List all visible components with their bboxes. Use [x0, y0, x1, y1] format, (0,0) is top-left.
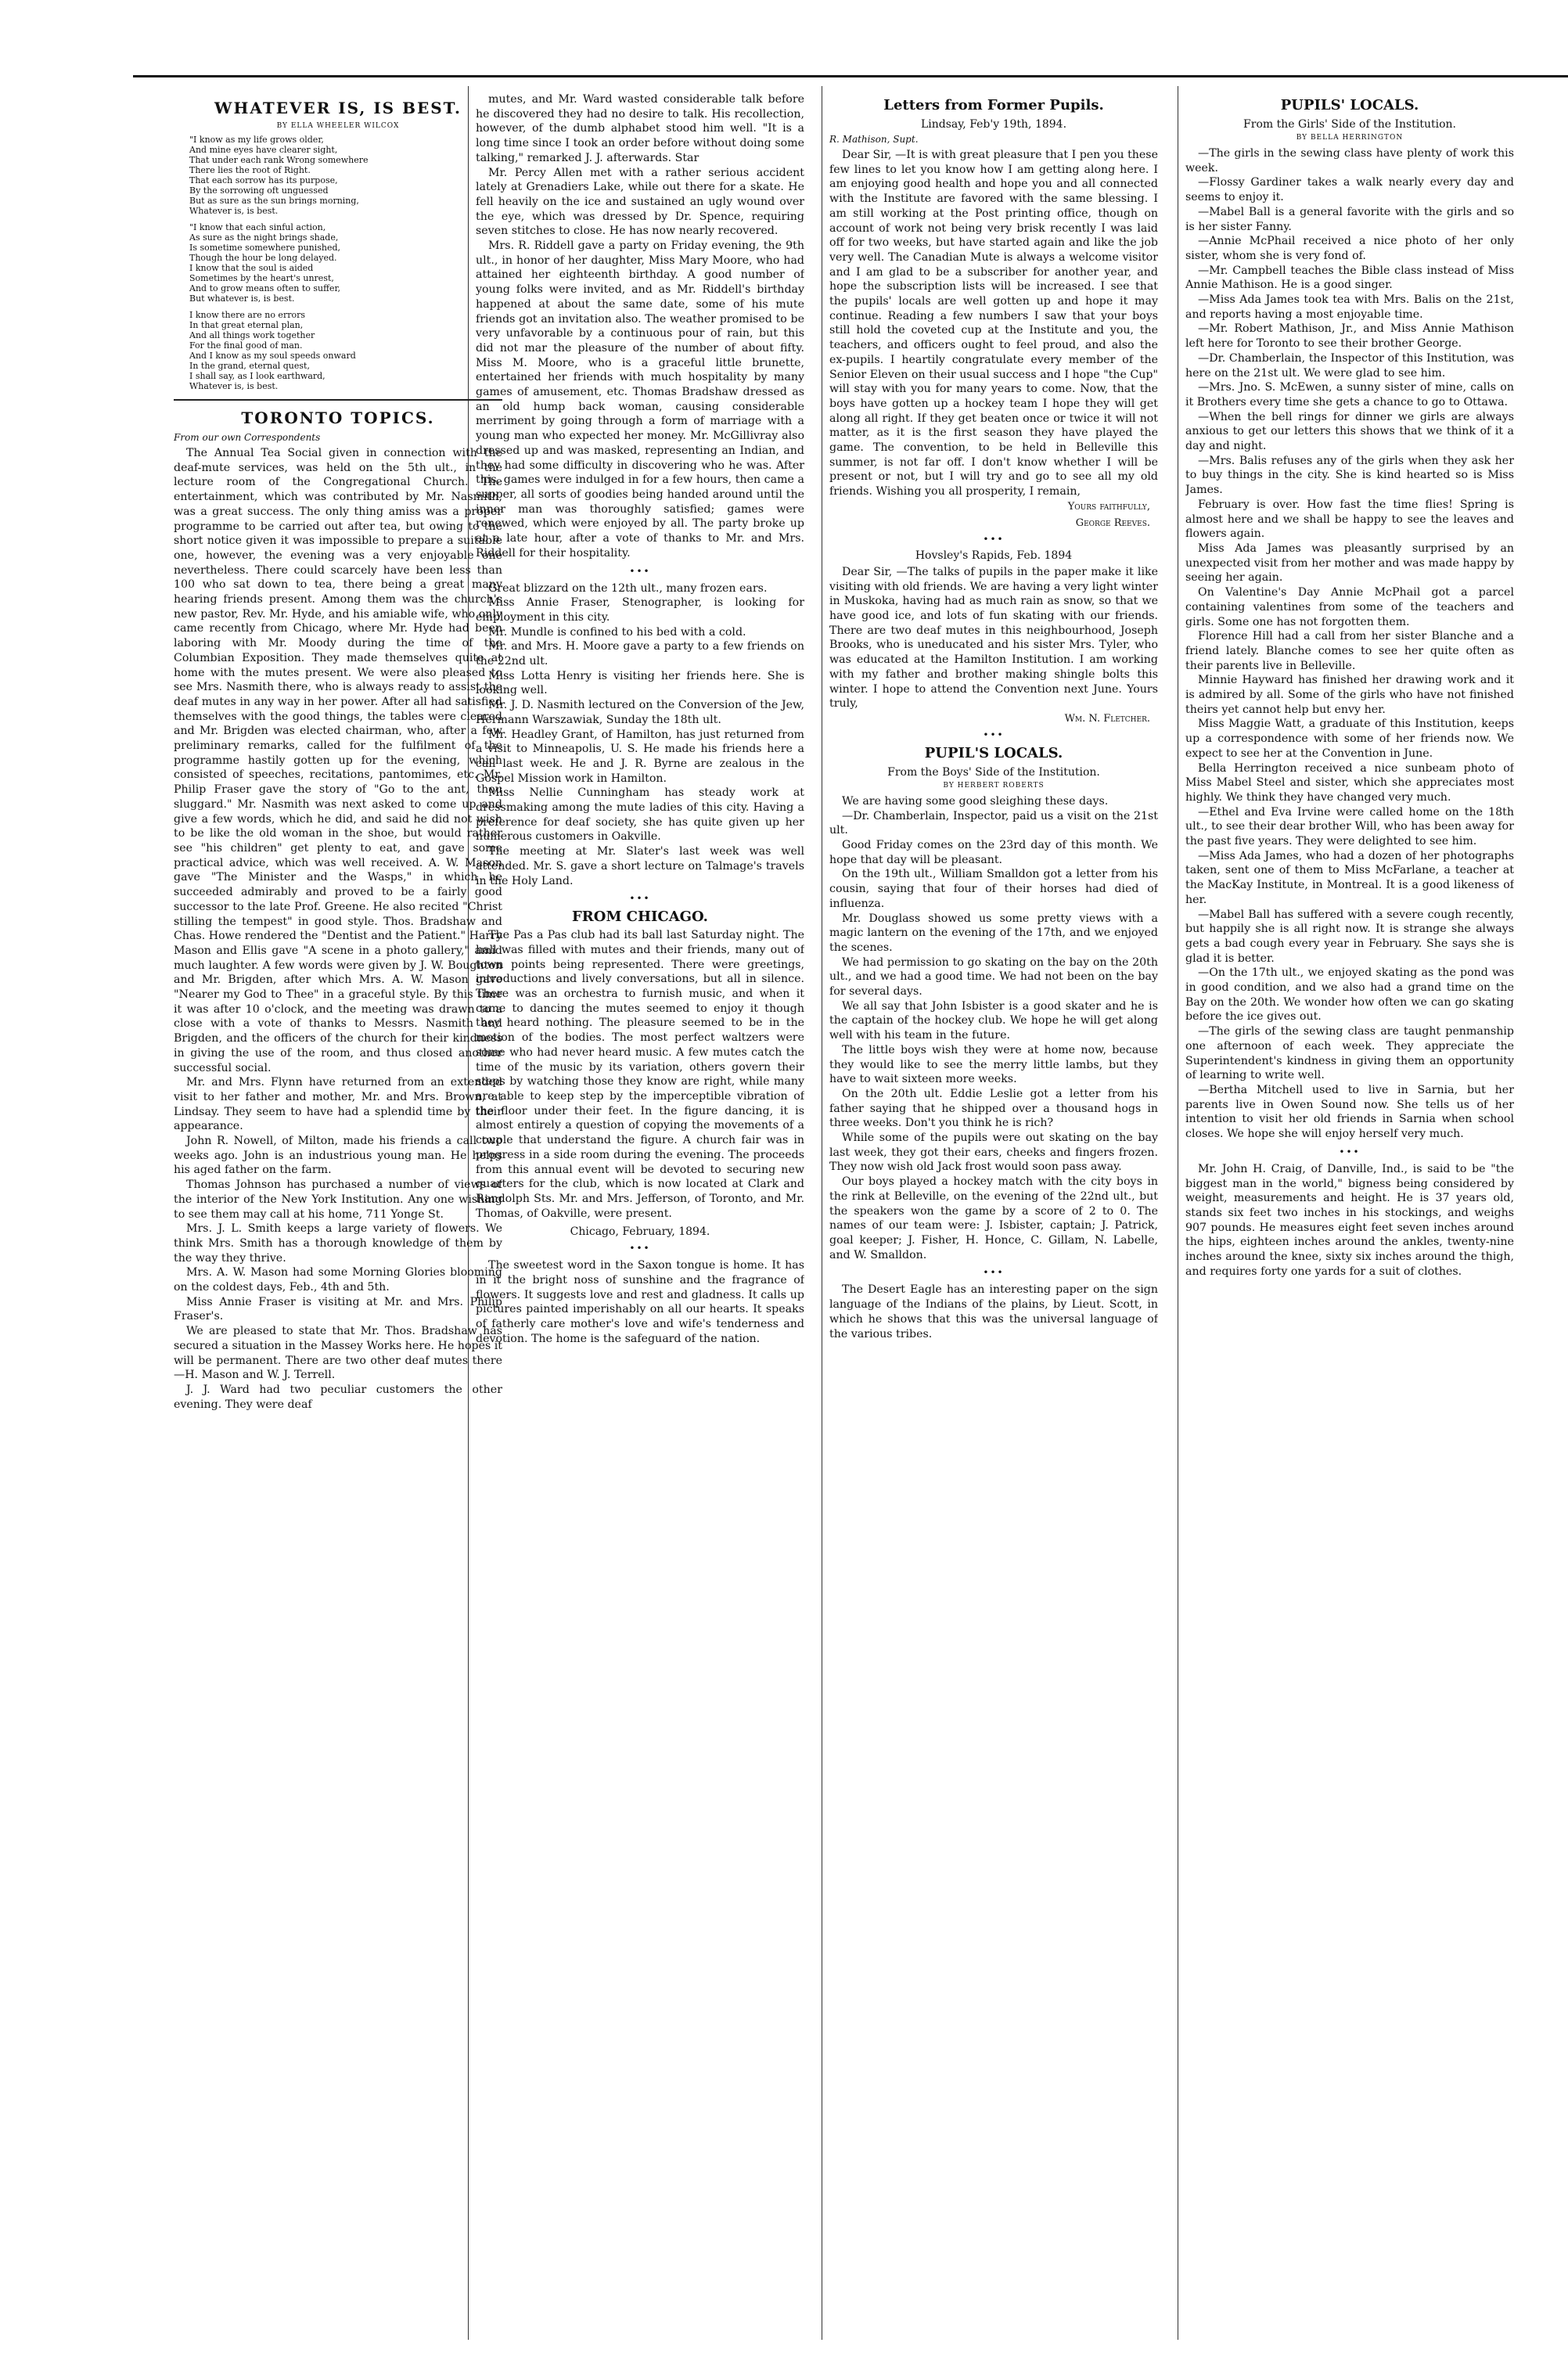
column-1 [174, 92, 502, 2338]
letter-body [829, 565, 1158, 711]
paragraph: Mr. Douglass showed us some pretty views with a magic lantern on the evening of the 17th, and we enjoyed the scenes. [829, 912, 1158, 954]
toronto-topics-continued [476, 92, 804, 888]
paragraph: —Mabel Ball has suffered with a severe cough recently, but happily she is all right now. It is strange she always gets a bad cough every year in February. She says she is glad it is better. [1185, 908, 1514, 965]
boys-locals-body [829, 794, 1158, 1341]
paragraph: Miss Maggie Watt, a graduate of this Institution, keeps up a correspondence with some of her friends now. We expect to see her at the Convention in June. [1185, 718, 1514, 760]
paragraph: —Dr. Chamberlain, the Inspector of this Institution, was here on the 21st ult. We were glad to see him. [1185, 351, 1514, 380]
paragraph: Mr. Headley Grant, of Hamilton, has just returned from a visit to Minneapolis, U. S. He made his friends here a call last week. He and J. R. Byrne are zealous in the Gospel Mission work in Hamilton. [476, 728, 804, 785]
ornament-divider: ••• [983, 1267, 1005, 1279]
paragraph: Mr. Mundle is confined to his bed with a cold. [488, 625, 746, 639]
column-3 [829, 92, 1158, 2338]
toronto-topics-title: TORONTO TOPICS. [241, 408, 435, 427]
ornament-divider: ••• [629, 1243, 651, 1254]
paragraph: Mr. and Mrs. Flynn have returned from an extended visit to her father and mother, Mr. and Mrs. Brown, at Lindsay. They seem to have had a splendid time by their appearance. [174, 1076, 502, 1133]
girls-locals-byline: BY BELLA HERRINGTON [1296, 134, 1404, 142]
paragraph: Mrs. J. L. Smith keeps a large variety of flowers. We think Mrs. Smith has a thorough knowledge of them by the way they thrive. [174, 1222, 502, 1265]
toronto-topics-subtitle: From our own Correspondents [174, 432, 321, 443]
home-article [476, 1258, 804, 1346]
paragraph: mutes, and Mr. Ward wasted considerable talk before he discovered they had no desire to talk. His recollection, however, of the dumb alphabet stood him well. "It is a long time since I took an order before without doing some talking," remarked J. J. afterwards. Star [476, 93, 804, 164]
paragraph: —Annie McPhail received a nice photo of her only sister, whom she is very fond of. [1185, 235, 1514, 262]
paragraph: —The girls in the sewing class have plenty of work this week. [1185, 147, 1514, 175]
paragraph: We are having some good sleighing these days. [842, 794, 1109, 808]
paragraph: Miss Ada James was pleasantly surprised by an unexpected visit from her mother and was made happy by seeing her again. [1185, 542, 1514, 585]
poem-stanza: I know there are no errors In that great eternal plan, And all things work together For the final good of man. And I know as my soul speeds onward In the grand, eternal quest, I shall say, as I look earthward, Whatever is, is best. [189, 310, 356, 391]
column-4 [1185, 92, 1514, 2338]
paragraph: We had permission to go skating on the bay on the 20th ult., and we had a good time. We had not been on the bay for several days. [829, 955, 1158, 999]
paragraph: Miss Lotta Henry is visiting her friends here. She is looking well. [476, 669, 804, 697]
from-chicago-body [476, 928, 804, 1221]
paragraph: —Mabel Ball is a general favorite with the girls and so is her sister Fanny. [1185, 205, 1514, 233]
paragraph: Miss Annie Fraser is visiting at Mr. and Mrs. Philip Fraser's. [174, 1295, 502, 1323]
paragraph: Mrs. A. W. Mason had some Morning Glories blooming on the coldest days, Feb., 4th and 5th. [174, 1266, 502, 1294]
poem-stanza: "I know as my life grows older, And mine eyes have clearer sight, That under each rank Wrong somewhere There lies the root of Right. That each sorrow has its purpose, By the sorrowing oft unguessed But as sure as the sun brings morning, Whatever is, is best. [189, 135, 369, 216]
paragraph: Good Friday comes on the 23rd day of this month. We hope that day will be pleasant. [829, 839, 1158, 866]
paragraph: —Ethel and Eva Irvine were called home on the 18th ult., to see their dear brother Will, who has been away for the past five years. They were delighted to see him. [1185, 805, 1514, 848]
column-2 [476, 92, 804, 2338]
paragraph: Bella Herrington received a nice sunbeam photo of Miss Mabel Steel and sister, which she appreciates most highly. We think they have changed very much. [1185, 761, 1514, 804]
paragraph: —Bertha Mitchell used to live in Sarnia, but her parents live in Owen Sound now. She tells us of her intention to visit her old friends in Sarnia when school closes. We hope she will enjoy herself very much. [1185, 1084, 1514, 1141]
paragraph: —Dr. Chamberlain, Inspector, paid us a visit on the 21st ult. [829, 809, 1158, 837]
letter-signature: Wm. N. Fletcher. [1064, 712, 1150, 725]
paragraph: John R. Nowell, of Milton, made his friends a call two weeks ago. John is an industrious young man. He helps his aged father on the farm. [174, 1135, 502, 1177]
paragraph: The Pas a Pas club had its ball last Saturday night. The hall was filled with mutes and their friends, many out of town points being represented. There were greetings, introductions and lively conversations, but all in silence. There was an orchestra to furnish music, and when it came to dancing the mutes seemed to enjoy it though they heard nothing. The pleasure seemed to be in the motion of the bodies. The most perfect waltzers were some who had never heard music. A few mutes catch the time of the music by its variation, others govern their steps by watching those they know are right, while many are able to keep step by the imperceptible vibration of the floor under their feet. In the figure dancing, it is almost entirely a question of copying the movements of a couple that understand the figure. A church fair was in progress in a side room during the evening. The proceeds from this annual event will be devoted to securing new quarters for the club, which is now located at Clark and Randolph Sts. Mr. and Mrs. Jefferson, of Toronto, and Mr. Thomas, of Oakville, were present. [476, 929, 804, 1220]
ornament-divider: ••• [1339, 1146, 1361, 1157]
paragraph: The Annual Tea Social given in connection with the deaf-mute services, was held on the 5th ult., in the lecture room of the Congregational Church. The entertainment, which was contributed by Mr. Nasmith, was a great success. The only thing amiss was a proper programme to be carried out after tea, but owing to the short notice given it was impossible to prepare a suitable one, however, the evening was a very enjoyable one nevertheless. There could scarcely have been less than 100 who sat down to tea, there being a great many hearing friends present. Among them was the church's new pastor, Rev. Mr. Hyde, and his amiable wife, who only came recently from Chicago, where Mr. Hyde had been laboring with Mr. Moody during the time of the Columbian Exposition. They made themselves quite at home with the mutes present. We were also pleased to see Mrs. Nasmith there, who is always ready to assist the deaf mutes in any way in her power. After all had satisfied themselves with the good things, the tables were cleared and Mr. Brigden was elected chairman, who, after a few preliminary remarks, called for the fulfilment of the programme hastily gotten up for the evening, which consisted of speeches, recitations, pantomimes, etc. Mr. Philip Fraser gave the story of "Go to the ant, thou sluggard." Mr. Nasmith was next asked to come up and give a few words, which he did, and said he did not wish to be like the old woman in the shoe, but would rather see "his children" get plenty to eat, and gave some practical advice, which was well received. A. W. Mason gave "The Minister and the Wasps," in which he succeeded admirably and proved to be a fairly good successor to the late Prof. Greene. He also recited "Christ stilling the tempest" in good style. Thos. Bradshaw and Chas. Howe rendered the "Dentist and the Patient." Harry Mason and Ellis gave "A scene in a photo gallery," amid much laughter. A few words were given by J. W. Boughton and Mr. Brigden, after which Mrs. A. W. Mason gave "Nearer my God to Thee" in a graceful style. By this time it was after 10 o'clock, and the meeting was drawn to a close with a vote of thanks to Messrs. Nasmith and Brigden, and the officers of the church for their kindness in giving the use of the room, and thus closed another successful social. [174, 447, 502, 1074]
paragraph: Miss Nellie Cunningham has steady work at dressmaking among the mute ladies of this city. Having a preference for deaf society, she has quite given up her numerous customers in Oakville. [476, 786, 804, 844]
toronto-topics-body [174, 446, 502, 1412]
ornament-divider: ••• [983, 729, 1005, 740]
paragraph: Florence Hill had a call from her sister Blanche and a friend lately. Blanche comes to see her quite often as their parents live in Belleville. [1185, 630, 1514, 672]
paragraph: While some of the pupils were out skating on the bay last week, they got their ears, cheeks and fingers frozen. They now wish old Jack frost would soon pass away. [829, 1132, 1158, 1174]
letter-recipient: R. Mathison, Supt. [829, 134, 919, 145]
paragraph: —On the 17th ult., we enjoyed skating as the pond was in good condition, and we also had a grand time on the Bay on the 20th. We wonder how often we can go skating before the ice gives out. [1185, 966, 1514, 1024]
paragraph: Great blizzard on the 12th ult., many frozen ears. [488, 581, 768, 595]
paragraph: We are pleased to state that Mr. Thos. Bradshaw has secured a situation in the Massey Works here. He hopes it will be permanent. There are two other deaf mutes there—H. Mason and W. J. Terrell. [174, 1325, 502, 1382]
from-chicago-title: FROM CHICAGO. [572, 909, 708, 926]
paragraph: The meeting at Mr. Slater's last week was well attended. Mr. S. gave a short lecture on Talmage's travels in the Holy Land. [476, 845, 804, 887]
paragraph: Miss Annie Fraser, Stenographer, is looking for employment in this city. [476, 596, 804, 624]
letters-title: Letters from Former Pupils. [883, 97, 1104, 113]
girls-locals-title: PUPILS' LOCALS. [1280, 97, 1419, 113]
paragraph: On the 19th ult., William Smalldon got a letter from his cousin, saying that four of their horses had died of influenza. [829, 868, 1158, 910]
paragraph: —Flossy Gardiner takes a walk nearly every day and seems to enjoy it. [1185, 176, 1514, 204]
paragraph: The little boys wish they were at home now, because they would like to see the merry little lambs, but they have to wait sixteen more weeks. [829, 1043, 1158, 1086]
letter-closing: Yours faithfully, [1067, 500, 1150, 513]
poem-byline: BY ELLA WHEELER WILCOX [276, 122, 400, 130]
paragraph: —When the bell rings for dinner we girls are always anxious to get our letters this shows that we think of it a day and night. [1185, 410, 1514, 453]
paragraph: Dear Sir, —The talks of pupils in the paper make it like visiting with old friends. We are having a very light winter in Muskoka, having had as much rain as snow, so that we have good ice, and lots of fun skating with our friends. There are two deaf mutes in this neighbourhood, Joseph Brooks, who is uneducated and his sister Mrs. Tyler, who was educated at the Hamilton Institution. I am working with my father and brother making shingle bolts this winter. I hope to attend the Convention next June. Yours truly, [829, 565, 1158, 711]
letter-signature: George Reeves. [1075, 516, 1150, 529]
paragraph: Mr. and Mrs. H. Moore gave a party to a few friends on the 22nd ult. [476, 640, 804, 668]
paragraph: —Mr. Robert Mathison, Jr., and Miss Annie Mathison left here for Toronto to see their brother George. [1185, 322, 1514, 351]
ornament-divider: ••• [629, 893, 651, 905]
paragraph: We all say that John Isbister is a good skater and he is the captain of the hockey club. We hope he will get along well with his team in the future. [829, 999, 1158, 1042]
boys-locals-byline: BY HERBERT ROBERTS [943, 781, 1045, 790]
paragraph: —Miss Ada James took tea with Mrs. Balis on the 21st, and reports having a most enjoyable time. [1185, 293, 1514, 321]
chicago-dateline: Chicago, February, 1894. [570, 1225, 710, 1239]
paragraph: Dear Sir, —It is with great pleasure that I pen you these few lines to let you know how I am getting along here. I am enjoying good health and hope you and all connected with the Institute are favored with the same blessing. I am still working at the Post printing office, though on account of work not being very brisk recently I was laid off for two weeks, but have started again and like the job very well. The Canadian Mute is always a welcome visitor and I am glad to be a subscriber for another year, and hope the subscription lists will be increased. I see that the pupils' locals are well gotten up and hope it may continue. Reading a few numbers I saw that your boys still hold the coveted cup at the Institute and you, the teachers, and officers ought to feel proud, and also the ex-pupils. I heartily congratulate every member of the Senior Eleven on their usual success and I hope "the Cup" will stay with you for many years to come. Now, that the boys have gotten up a hockey team I hope they will get along all right. If they get beaten once or twice it will not matter, as it is the first season they have played the game. The convention, to be held in Belleville this summer, is not far off. I don't know whether I will be present or not, but I will try and go to see all my old friends. Wishing you all prosperity, I remain, [829, 149, 1158, 498]
paragraph: —Mrs. Jno. S. McEwen, a sunny sister of mine, calls on it Brothers every time she gets a chance to go to Ottawa. [1185, 381, 1514, 408]
paragraph: Mrs. R. Riddell gave a party on Friday evening, the 9th ult., in honor of her daughter, Miss Mary Moore, who had attained her eighteenth birthday. A good number of young folks were invited, and as Mr. Riddell's birthday happened at about the same date, some of his mute friends got an invitation also. The weather promised to be very unfavorable by a continuous pour of rain, but this did not mar the pleasure of the number of about fifty. Miss M. Moore, who is a graceful little brunette, entertained her friends with much hospitality by many games of amusement, etc. Thomas Bradshaw dressed as an old hump back woman, causing considerable merriment by going through a form of marriage with a young man who expected her money. Mr. McGillivray also dressed up and was masked, representing an Indian, and they had some difficulty in discovering who he was. After this, games were indulged in for a few hours, then came a supper, all sorts of goodies being handed around until the inner man was thoroughly satisfied; games were renewed, which were enjoyed by all. The party broke up at a late hour, after a vote of thanks to Mr. and Mrs. Riddell for their hospitality. [476, 239, 804, 560]
paragraph: Minnie Hayward has finished her drawing work and it is admired by all. Some of the girls who have not finished theirs yet cannot help but envy her. [1185, 674, 1514, 716]
girls-locals-body [1185, 146, 1514, 1279]
paragraph: On the 20th ult. Eddie Leslie got a letter from his father saying that he shipped over a thousand hogs in three weeks. Don't you think he is rich? [829, 1087, 1158, 1130]
paragraph: The Desert Eagle has an interesting paper on the sign language of the Indians of the plains, by Lieut. Scott, in which he shows that this was the universal language of the various tribes. [829, 1283, 1158, 1340]
paragraph: —Miss Ada James, who had a dozen of her photographs taken, sent one of them to Miss McFarlane, a teacher at the MacKay Institute, in Montreal. It is a good likeness of her. [1185, 849, 1514, 906]
boys-locals-title: PUPIL'S LOCALS. [924, 744, 1063, 761]
poem-title: WHATEVER IS, IS BEST. [214, 99, 462, 117]
ornament-divider: ••• [629, 565, 651, 577]
paragraph: —Mr. Campbell teaches the Bible class instead of Miss Annie Mathison. He is a good singer. [1185, 264, 1514, 292]
top-rule [133, 75, 1568, 77]
paragraph: Thomas Johnson has purchased a number of views of the interior of the New York Institution. Any one wishing to see them may call at his home, 711 Yonge St. [174, 1178, 502, 1221]
paragraph: February is over. How fast the time flies! Spring is almost here and we shall be happy to see the leaves and flowers again. [1185, 498, 1514, 541]
letter-body [829, 148, 1158, 499]
paragraph: Mr. John H. Craig, of Danville, Ind., is said to be "the biggest man in the world," bigness being considered by weight, measurements and height. He is 37 years old, stands six feet two inches in his stockings, and weighs 907 pounds. He measures eight feet seven inches around the hips, eighteen inches around the ankles, twenty-nine inches around the knee, sixty six inches around the thigh, and requires forty one yards for a suit of clothes. [1185, 1162, 1514, 1278]
poem [174, 135, 502, 391]
paragraph: On Valentine's Day Annie McPhail got a parcel containing valentines from some of the teachers and girls. Some one has not forgotten them. [1185, 586, 1514, 628]
paragraph: Mr. Percy Allen met with a rather serious accident lately at Grenadiers Lake, while out there for a skate. He fell heavily on the ice and sustained an ugly wound over the eye, which was dressed by Dr. Spence, requiring seven stitches to close. He has now nearly recovered. [476, 166, 804, 238]
letter-dateline: Lindsay, Feb'y 19th, 1894. [920, 118, 1067, 131]
boys-locals-subtitle: From the Boys' Side of the Institution. [887, 765, 1100, 779]
paragraph: Mr. J. D. Nasmith lectured on the Conversion of the Jew, Hermann Warszawiak, Sunday the 18th ult. [476, 699, 804, 726]
section-divider [174, 399, 502, 401]
paragraph: —Mrs. Balis refuses any of the girls when they ask her to buy things in the city. She is kind hearted so is Miss James. [1185, 454, 1514, 497]
paragraph: —The girls of the sewing class are taught penmanship one afternoon of each week. They appreciate the Superintendent's kindness in giving them an opportunity of learning to write well. [1185, 1025, 1514, 1082]
poem-stanza: "I know that each sinful action, As sure as the night brings shade, Is sometime somewhere punished, Though the hour be long delayed. I know that the soul is aided Sometimes by the heart's unrest, And to grow means often to suffer, But whatever is, is best. [189, 222, 341, 304]
letter-dateline: Hovsley's Rapids, Feb. 1894 [915, 549, 1073, 562]
paragraph: The sweetest word in the Saxon tongue is home. It has in it the bright noss of sunshine and the fragrance of flowers. It suggests love and rest and gladness. It calls up pictures painted imperishably on all our hearts. It speaks of fatherly care mother's love and wife's tenderness and devotion. The home is the safeguard of the nation. [476, 1259, 804, 1345]
girls-locals-subtitle: From the Girls' Side of the Institution. [1243, 118, 1456, 131]
paragraph: J. J. Ward had two peculiar customers the other evening. They were deaf [174, 1384, 502, 1411]
ornament-divider: ••• [983, 533, 1005, 545]
paragraph: Our boys played a hockey match with the city boys in the rink at Belleville, on the evening of the 22nd ult., but the speakers won the game by a score of 2 to 0. The names of our team were: J. Isbister, captain; J. Patrick, goal keeper; J. Fisher, H. Honce, C. Gillam, N. Labelle, and W. Smalldon. [829, 1175, 1158, 1261]
